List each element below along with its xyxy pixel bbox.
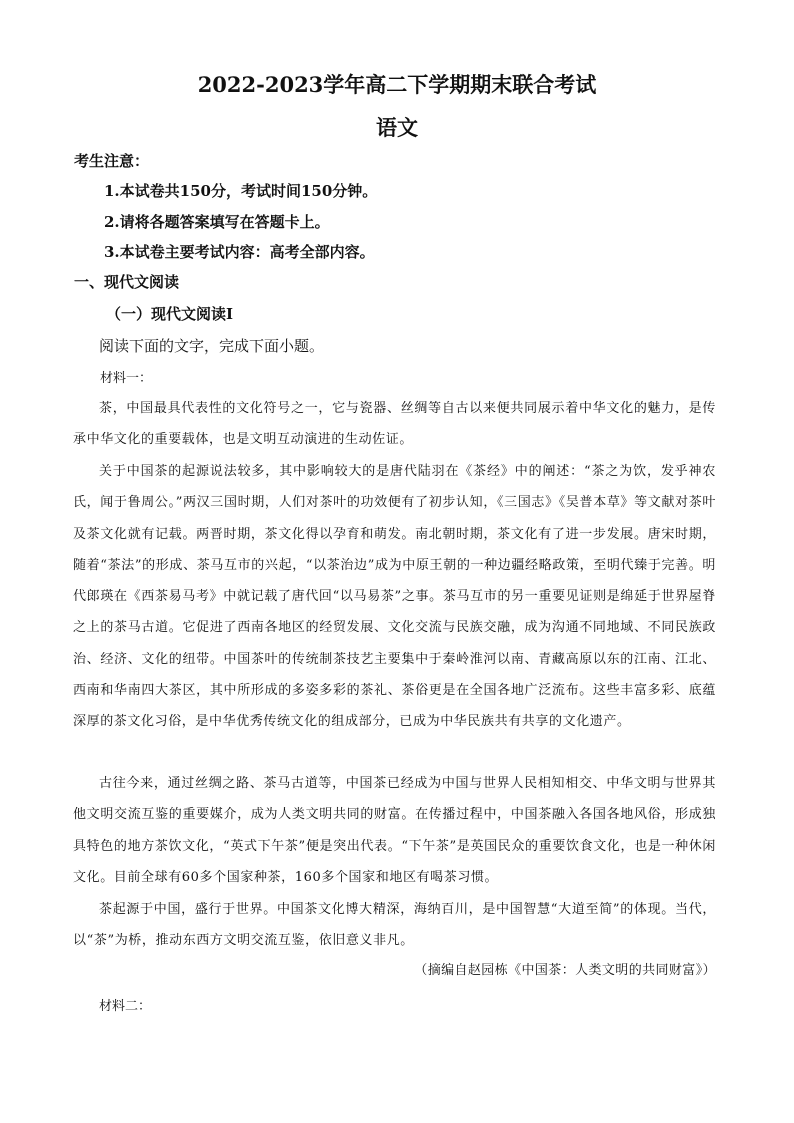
subsection-title: （一）现代文阅读Ⅰ xyxy=(106,305,234,323)
instruction-text: 阅读下面的文字，完成下面小题。 xyxy=(99,337,325,355)
notice-item: 1.本试卷共150分，考试时间150分钟。 xyxy=(104,182,378,200)
material-paragraph: 关于中国茶的起源说法较多，其中影响较大的是唐代陆羽在《茶经》中的阐述：“茶之为饮，发乎神农氏，闻于鲁周公。”两汉三国时期，人们对茶叶的功效便有了初步认知，《三国志》《吴普本草》等文献对茶叶及茶文化就有记载。两晋时期，茶文化得以孕育和萌发。南北朝时期，茶文化有了进一步发展。唐宋时期，随着“茶法”的形成、茶马互市的兴起，“以茶治边”成为中原王朝的一种边疆经略政策，至明代臻于完善。明代郎瑛在《西茶易马考》中就记载了唐代回“以马易茶”之事。茶马互市的另一重要见证则是绵延于世界屋脊之上的茶马古道。它促进了西南各地区的经贸发展、文化交流与民族交融，成为沟通不同地域、不同民族政治、经济、文化的纽带。中国茶叶的传统制茶技艺主要集中于秦岭淮河以南、青藏高原以东的江南、江北、西南和华南四大茶区，其中所形成的多姿多彩的茶礼、茶俗更是在全国各地广泛流布。这些丰富多彩、底蕴深厚的茶文化习俗，是中华优秀传统文化的组成部分，已成为中华民族共有共享的文化遗产。 xyxy=(73,464,716,730)
notice-heading: 考生注意： xyxy=(74,152,150,170)
notice-item: 2.请将各题答案填写在答题卡上。 xyxy=(104,213,330,231)
section-title: 一、现代文阅读 xyxy=(74,273,180,291)
material-two-label: 材料二： xyxy=(99,999,152,1014)
material-one-label: 材料一： xyxy=(100,371,153,386)
material-paragraph: 茶，中国最具代表性的文化符号之一，它与瓷器、丝绸等自古以来便共同展示着中华文化的魅力，是传承中华文化的重要载体，也是文明互动演进的生动佐证。 xyxy=(73,401,716,448)
material-paragraph: 茶起源于中国，盛行于世界。中国茶文化博大精深，海纳百川，是中国智慧“大道至简”的体现。当代，以“茶”为桥，推动东西方文明交流互鉴，依旧意义非凡。 xyxy=(73,902,716,949)
notice-item: 3.本试卷主要考试内容：高考全部内容。 xyxy=(104,243,375,261)
material-paragraph: 古往今来，通过丝绸之路、茶马古道等，中国茶已经成为中国与世界人民相知相交、中华文明与世界其他文明交流互鉴的重要媒介，成为人类文明共同的财富。在传播过程中，中国茶融入各国各地风俗，形成独具特色的地方茶饮文化，“英式下午茶”便是突出代表。“下午茶”是英国民众的重要饮食文化，也是一种休闲文化。目前全球有60多个国家种茶，160多个国家和地区有喝茶习惯。 xyxy=(73,776,716,885)
subject-title: 语文 xyxy=(376,115,418,140)
exam-title: 2022-2023学年高二下学期期末联合考试 xyxy=(197,72,597,97)
material-source: （摘编自赵园栋《中国茶：人类文明的共同财富》） xyxy=(414,963,716,978)
